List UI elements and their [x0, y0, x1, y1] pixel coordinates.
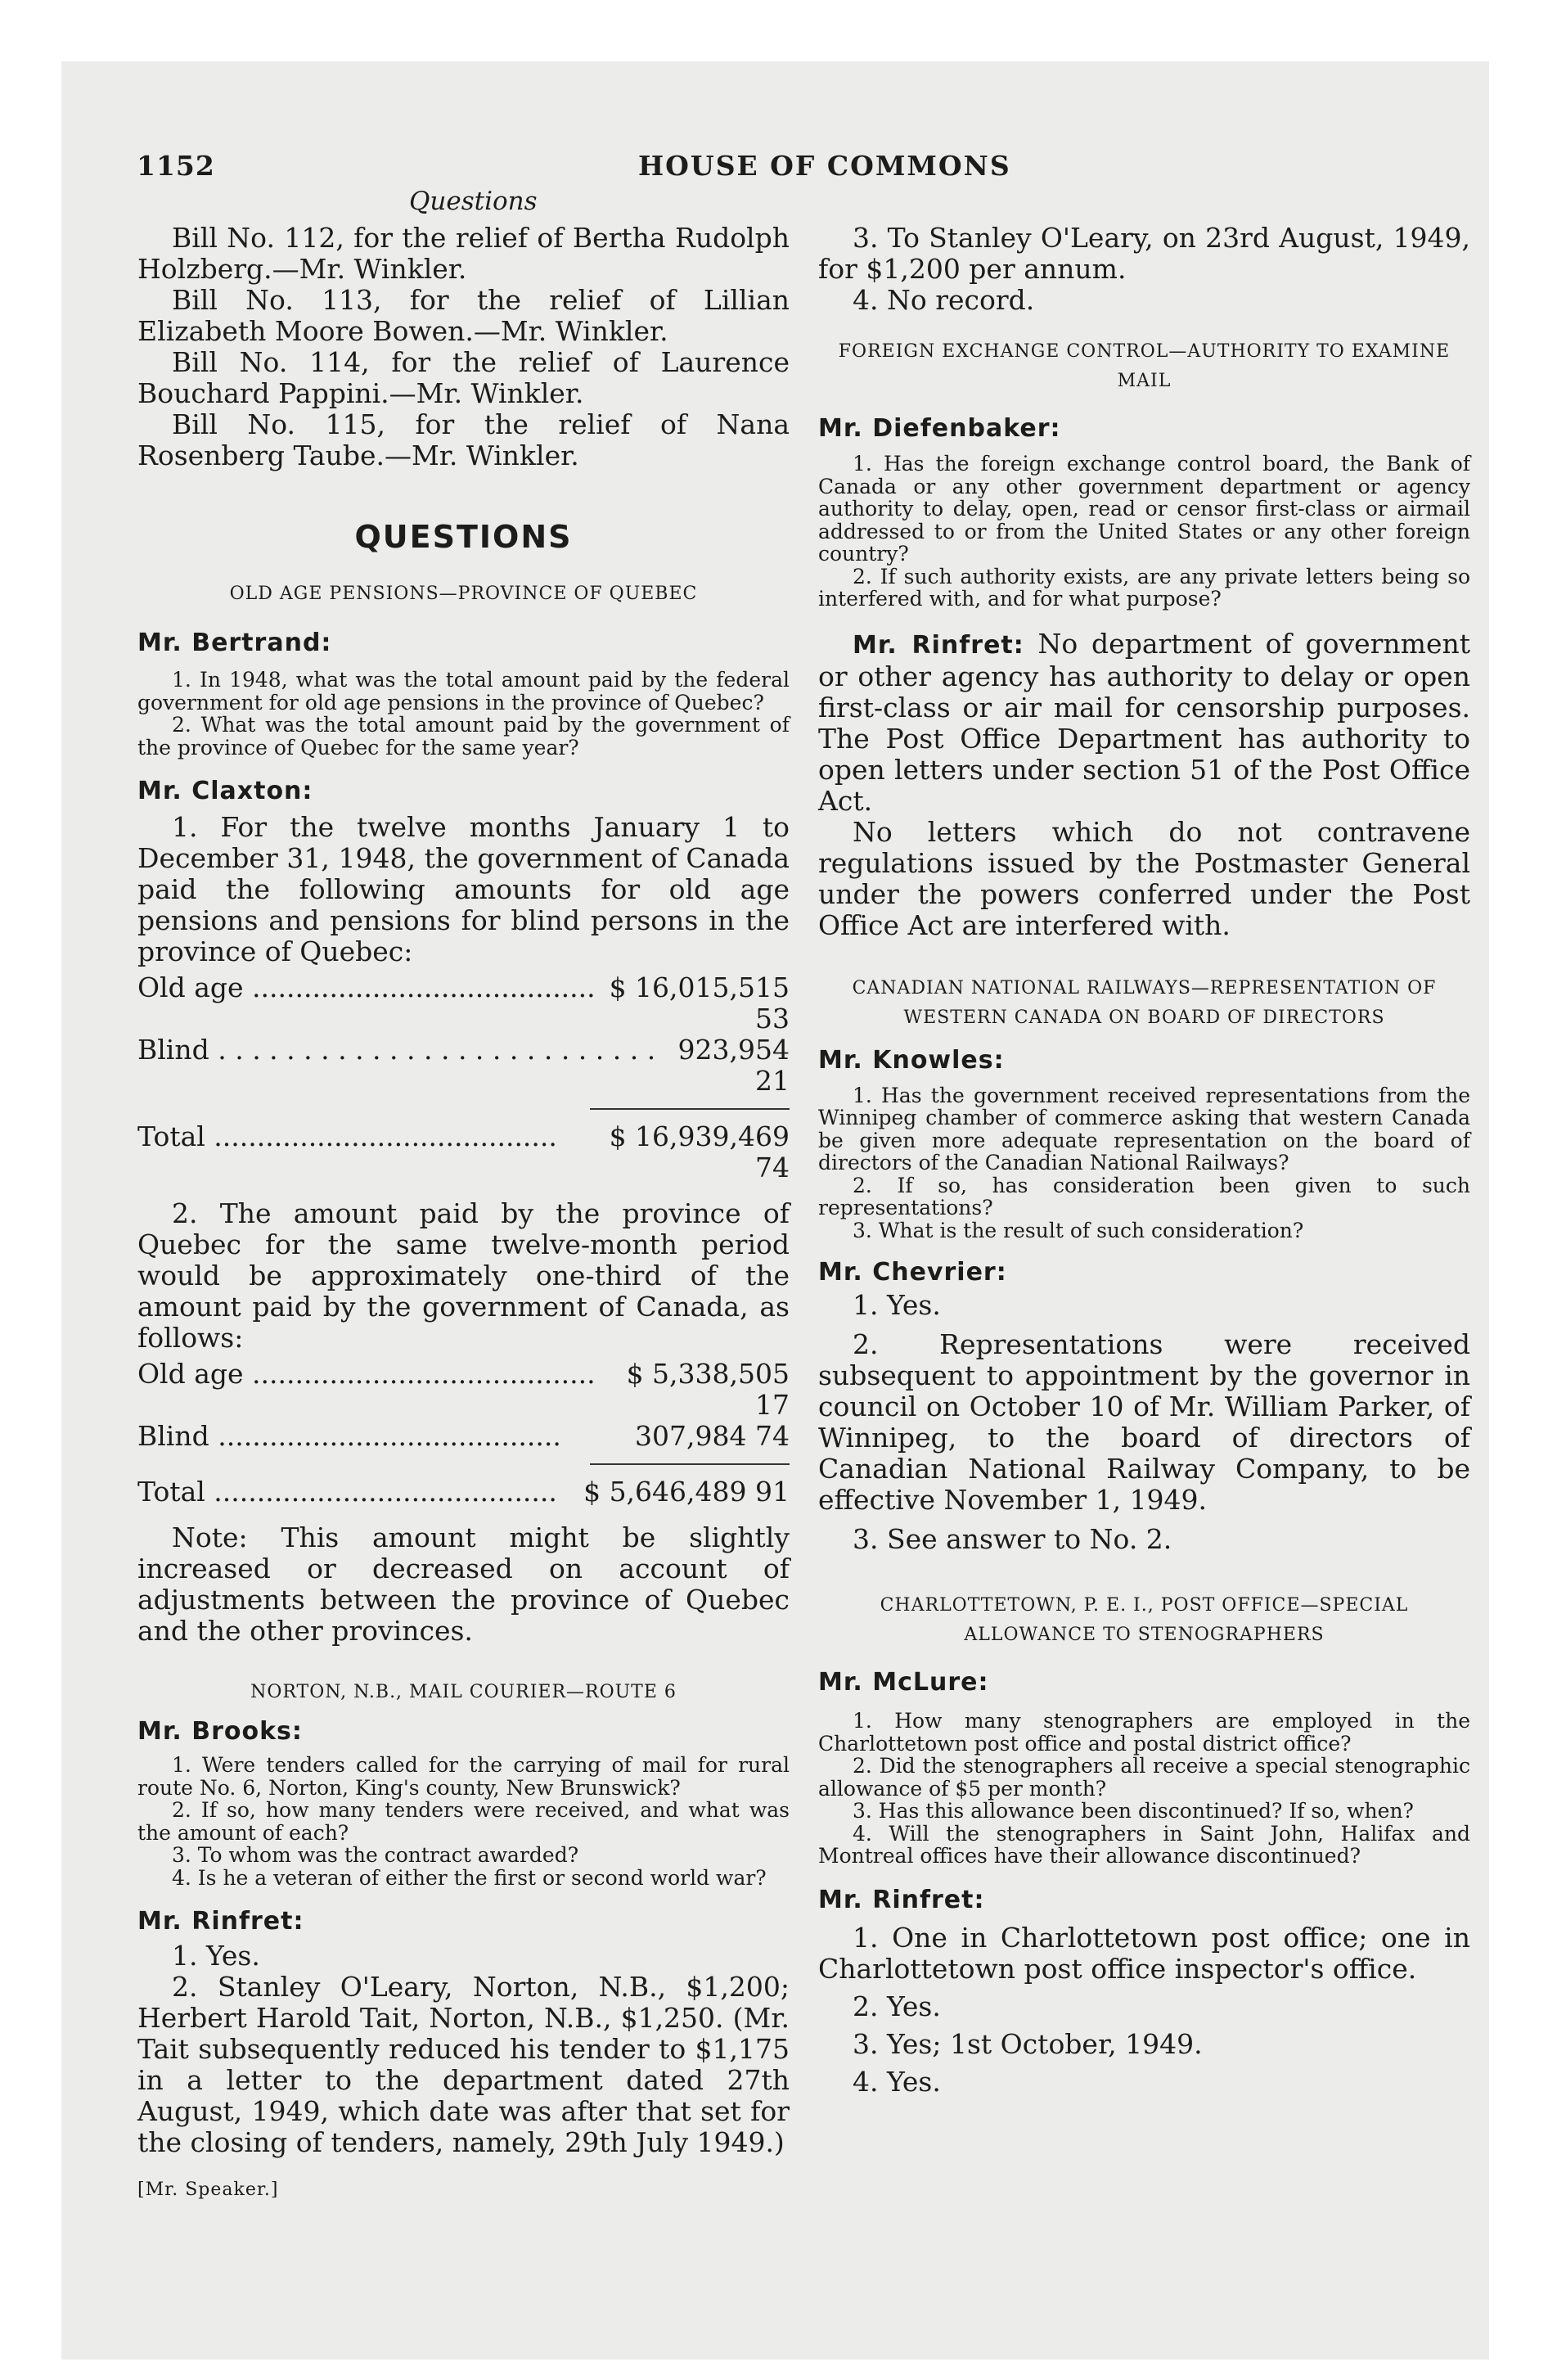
- row-amount: $ 5,646,489 91: [583, 1476, 790, 1508]
- question-text: 2. Did the stenographers all receive a special stenographic allowance of $5 per month?: [818, 1754, 1470, 1801]
- speaker-name: Mr. Bertrand:: [137, 629, 332, 657]
- row-amount: 923,954 21: [677, 1034, 790, 1097]
- answer-text: 1. Yes.: [853, 1289, 941, 1321]
- row-amount: $ 16,015,515 53: [609, 971, 790, 1034]
- answer-text: 3. Yes; 1st October, 1949.: [853, 2027, 1203, 2060]
- question-text: 3. Has this allowance been discontinued? If so, when?: [853, 1799, 1414, 1823]
- speaker-name: Mr. Rinfret:: [818, 1885, 985, 1914]
- question-text: 2. If such authority exists, are any private letters being so interfered with, and for what purpose?: [818, 564, 1470, 611]
- row-amount: $ 16,939,469 74: [609, 1120, 790, 1183]
- speaker-name: Mr. Brooks:: [137, 1717, 303, 1746]
- question-title: CHARLOTTETOWN, P. E. I., POST OFFICE—SPECIAL ALLOWANCE TO STENOGRAPHERS: [880, 1595, 1409, 1645]
- amounts-table: [137, 1359, 790, 1508]
- table-row: [137, 972, 790, 1034]
- question-text: 2. If so, has consideration been given to such representations?: [818, 1173, 1470, 1219]
- row-label: Old age ........................................: [137, 1358, 596, 1390]
- speaker-name: Mr. Knowles:: [818, 1045, 1005, 1075]
- answer-text: No letters which do not contravene regulations issued by the Postmaster General under the powers conferred under the Post Office Act are interfered with.: [818, 815, 1470, 941]
- bill-item: Bill No. 112, for the relief of Bertha Rudolph Holzberg.—Mr. Winkler.: [137, 222, 790, 285]
- page-footer: [Mr. Speaker.]: [137, 2179, 279, 2200]
- row-label: Total ........................................: [137, 1476, 557, 1508]
- question-title: FOREIGN EXCHANGE CONTROL—AUTHORITY TO EXAMINE MAIL: [838, 341, 1451, 391]
- row-label: Blind . . . . . . . . . . . . . . . . . . . . . . . . . .: [137, 1034, 656, 1066]
- table-total-row: [137, 1476, 790, 1508]
- row-label: Old age ........................................: [137, 971, 596, 1003]
- bill-item: Bill No. 115, for the relief of Nana Rosenberg Taube.—Mr. Winkler.: [137, 408, 790, 471]
- sum-rule: [590, 1108, 790, 1110]
- table-row: [137, 1421, 790, 1452]
- table-total-row: [137, 1121, 790, 1183]
- bill-item: Bill No. 114, for the relief of Laurence Bouchard Pappini.—Mr. Winkler.: [137, 346, 790, 409]
- answer-text: 2. Representations were received subsequent to appointment by the governor in council on October 10 of Mr. William Parker, of Winnipeg, to the board of directors of Canadian National Railway Company, to be effective November 1, 1949.: [818, 1328, 1470, 1516]
- question-text: 1. Were tenders called for the carrying of mail for rural route No. 6, Norton, King's county, New Brunswick?: [137, 1753, 790, 1800]
- question-text: 3. What is the result of such consideration?: [853, 1218, 1304, 1242]
- table-row: [137, 1359, 790, 1421]
- row-label: Total ........................................: [137, 1120, 557, 1152]
- page-subtitle: Questions: [409, 187, 538, 216]
- speaker-name: Mr. Rinfret:: [137, 1907, 304, 1936]
- row-amount: 307,984 74: [635, 1420, 790, 1452]
- left-column: [137, 223, 790, 2200]
- sum-rule: [590, 1463, 790, 1465]
- question-text: 1. How many stenographers are employed in the Charlottetown post office and postal district office?: [818, 1709, 1470, 1756]
- answer-text: 4. Yes.: [853, 2065, 941, 2098]
- speaker-name: Mr. Diefenbaker:: [818, 414, 1061, 443]
- answer-text: 1. One in Charlottetown post office; one in Charlottetown post office inspector's office.: [818, 1921, 1470, 1985]
- answer-text: No department of government or other agency has authority to delay or open first-class or air mail for censorship purposes. The Post Office Department has authority to open letters under section 51 of the Post Office Act.: [818, 627, 1470, 817]
- section-heading: QUESTIONS: [354, 519, 573, 555]
- bill-item: Bill No. 113, for the relief of Lillian Elizabeth Moore Bowen.—Mr. Winkler.: [137, 284, 790, 347]
- speaker-name: Mr. Rinfret:: [853, 630, 1024, 660]
- table-row: [137, 1034, 790, 1097]
- page-number: 1152: [137, 150, 215, 182]
- answer-text: 2. The amount paid by the province of Quebec for the same twelve-month period would be approximately one-third of the amount paid by the government of Canada, as follows:: [137, 1197, 790, 1354]
- question-text: 1. Has the foreign exchange control board, the Bank of Canada or any other government department or agency authority to delay, open, read or censor first-class or airmail addressed to or from the United States or any other foreign country?: [818, 452, 1470, 566]
- answer-text: 1. For the twelve months January 1 to December 31, 1948, the government of Canada paid the following amounts for old age pensions and pensions for blind persons in the province of Quebec:: [137, 811, 790, 967]
- question-title: CANADIAN NATIONAL RAILWAYS—REPRESENTATION OF WESTERN CANADA ON BOARD OF DIRECTORS: [852, 977, 1437, 1028]
- right-column: [818, 223, 1470, 2098]
- answer-text: 2. Yes.: [853, 1990, 941, 2022]
- answer-text: 3. To Stanley O'Leary, on 23rd August, 1949, for $1,200 per annum.: [818, 222, 1470, 285]
- row-amount: $ 5,338,505 17: [626, 1358, 790, 1421]
- question-text: 4. Will the stenographers in Saint John, Halifax and Montreal offices have their allowance discontinued?: [818, 1821, 1470, 1868]
- row-label: Blind ........................................: [137, 1420, 561, 1452]
- question-text: 1. Has the government received representations from the Winnipeg chamber of commerce asking that western Canada be given more adequate representation on the board of directors of the Canadian National Railways?: [818, 1083, 1470, 1174]
- speaker-name: Mr. McLure:: [818, 1668, 989, 1697]
- question-text: 2. If so, how many tenders were received, and what was the amount of each?: [137, 1798, 790, 1845]
- question-text: 2. What was the total amount paid by the government of the province of Quebec for the same year?: [137, 713, 790, 760]
- answer-text: 1. Yes.: [172, 1940, 260, 1972]
- speaker-name: Mr. Claxton:: [137, 777, 313, 805]
- answer-text: 2. Stanley O'Leary, Norton, N.B., $1,200; Herbert Harold Tait, Norton, N.B., $1,250. (Mr. Tait subsequently reduced his tender to $1,175 in a letter to the department dated 27th August, 1949, which date was after that set for the closing of tenders, namely, 29th July 1949.): [137, 1971, 790, 2158]
- question-text: 4. Is he a veteran of either the first or second world war?: [172, 1865, 767, 1890]
- note-text: Note: This amount might be slightly increased or decreased on account of adjustments between the province of Quebec and the other provinces.: [137, 1521, 790, 1647]
- speaker-name: Mr. Chevrier:: [818, 1258, 1007, 1287]
- question-title: NORTON, N.B., MAIL COURIER—ROUTE 6: [250, 1682, 677, 1702]
- amounts-table: [137, 972, 790, 1183]
- answer-paragraph: [818, 629, 1470, 817]
- answer-text: 3. See answer to No. 2.: [853, 1523, 1172, 1555]
- question-title: OLD AGE PENSIONS—PROVINCE OF QUEBEC: [229, 584, 698, 604]
- question-text: 1. In 1948, what was the total amount paid by the federal government for old age pensions in the province of Quebec?: [137, 668, 790, 714]
- question-text: 3. To whom was the contract awarded?: [172, 1843, 579, 1867]
- page-title: HOUSE OF COMMONS: [638, 150, 1011, 182]
- answer-text: 4. No record.: [853, 284, 1035, 316]
